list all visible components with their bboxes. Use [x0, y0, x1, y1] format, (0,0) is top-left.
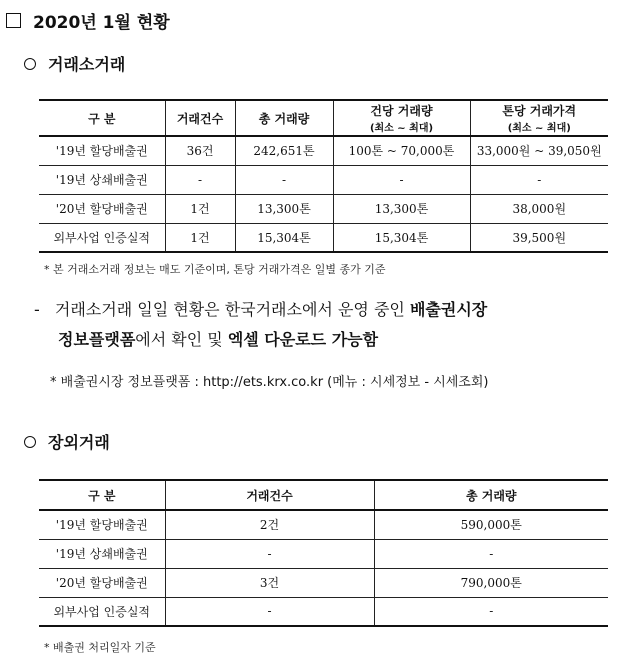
paragraph-bold-1: 배출권시장 [409, 300, 488, 319]
page-title [6, 8, 170, 33]
header-division: 구 분 [39, 100, 165, 136]
paragraph-text-2: 에서 확인 및 [135, 330, 228, 349]
table-cell: 외부사업 인증실적 [39, 597, 165, 626]
header-volume: 총 거래량 [235, 100, 333, 136]
table-cell: '19년 할당배출권 [39, 136, 165, 165]
table-cell: '20년 할당배출권 [39, 568, 165, 597]
header-price-label: 톤당 거래가격 [502, 104, 577, 118]
paragraph-text-1: 거래소거래 일일 현황은 한국거래소에서 운영 중인 [54, 300, 410, 319]
table-row [39, 568, 608, 597]
paragraph-bold-3: 엑셀 다운로드 가능함 [227, 330, 379, 349]
table-cell: 3건 [165, 568, 374, 597]
table-cell: - [470, 165, 608, 194]
table-row [39, 539, 608, 568]
platform-link-note: * 배출권시장 정보플랫폼 : http://ets.krx.co.kr (메뉴 : 시세정보 - 시세조회) [50, 375, 489, 390]
table-cell: 15,304톤 [333, 223, 470, 252]
header-count: 거래건수 [165, 100, 235, 136]
header-per-trade-label: 건당 거래량 [370, 104, 433, 118]
table-cell: 36건 [165, 136, 235, 165]
circle-bullet-icon [24, 58, 36, 70]
table-cell: - [235, 165, 333, 194]
page-title-text: 2020년 1월 현황 [33, 13, 170, 33]
table-cell: 15,304톤 [235, 223, 333, 252]
table-cell: - [165, 597, 374, 626]
table-cell: 33,000원 ~ 39,050원 [470, 136, 608, 165]
table-cell: '20년 할당배출권 [39, 194, 165, 223]
table-cell: - [165, 165, 235, 194]
table-cell: 38,000원 [470, 194, 608, 223]
table-cell: 1건 [165, 194, 235, 223]
table-cell: 2건 [165, 510, 374, 539]
exchange-note: * 본 거래소거래 정보는 매도 기준이며, 톤당 거래가격은 일별 종가 기준 [44, 263, 386, 276]
dash-bullet: - [34, 300, 40, 319]
table-cell: 13,300톤 [333, 194, 470, 223]
table-cell: - [374, 539, 608, 568]
table-cell: '19년 상쇄배출권 [39, 165, 165, 194]
table-cell: - [374, 597, 608, 626]
table-cell: 590,000톤 [374, 510, 608, 539]
otc-note: * 배출권 처리일자 기준 [44, 641, 156, 654]
table-cell: '19년 상쇄배출권 [39, 539, 165, 568]
table-row [39, 194, 608, 223]
header-price [470, 100, 608, 136]
section2-heading [24, 430, 110, 453]
header-division: 구 분 [39, 480, 165, 510]
square-bullet-icon [6, 13, 21, 28]
table-row [39, 136, 608, 165]
table-cell: 1건 [165, 223, 235, 252]
table-row [39, 223, 608, 252]
table-cell: 39,500원 [470, 223, 608, 252]
section1-heading [24, 52, 125, 75]
info-paragraph [34, 295, 614, 355]
table-cell: - [165, 539, 374, 568]
table-row [39, 510, 608, 539]
table-cell: 242,651톤 [235, 136, 333, 165]
otc-trade-table [39, 479, 608, 627]
section1-heading-text: 거래소거래 [48, 55, 126, 74]
circle-bullet-icon [24, 436, 36, 448]
table-cell: 100톤 ~ 70,000톤 [333, 136, 470, 165]
table-row [39, 597, 608, 626]
section2-heading-text: 장외거래 [48, 433, 110, 452]
table-cell: - [333, 165, 470, 194]
paragraph-bold-2: 정보플랫폼 [58, 330, 136, 349]
header-per-trade [333, 100, 470, 136]
header-per-trade-sub: (최소 ~ 최대) [369, 123, 434, 134]
header-count: 거래건수 [165, 480, 374, 510]
table-cell: 13,300톤 [235, 194, 333, 223]
table-row [39, 165, 608, 194]
table-cell: '19년 할당배출권 [39, 510, 165, 539]
header-price-sub: (최소 ~ 최대) [507, 123, 571, 134]
header-volume: 총 거래량 [374, 480, 608, 510]
table-cell: 790,000톤 [374, 568, 608, 597]
exchange-trade-table [39, 99, 608, 253]
table-cell: 외부사업 인증실적 [39, 223, 165, 252]
